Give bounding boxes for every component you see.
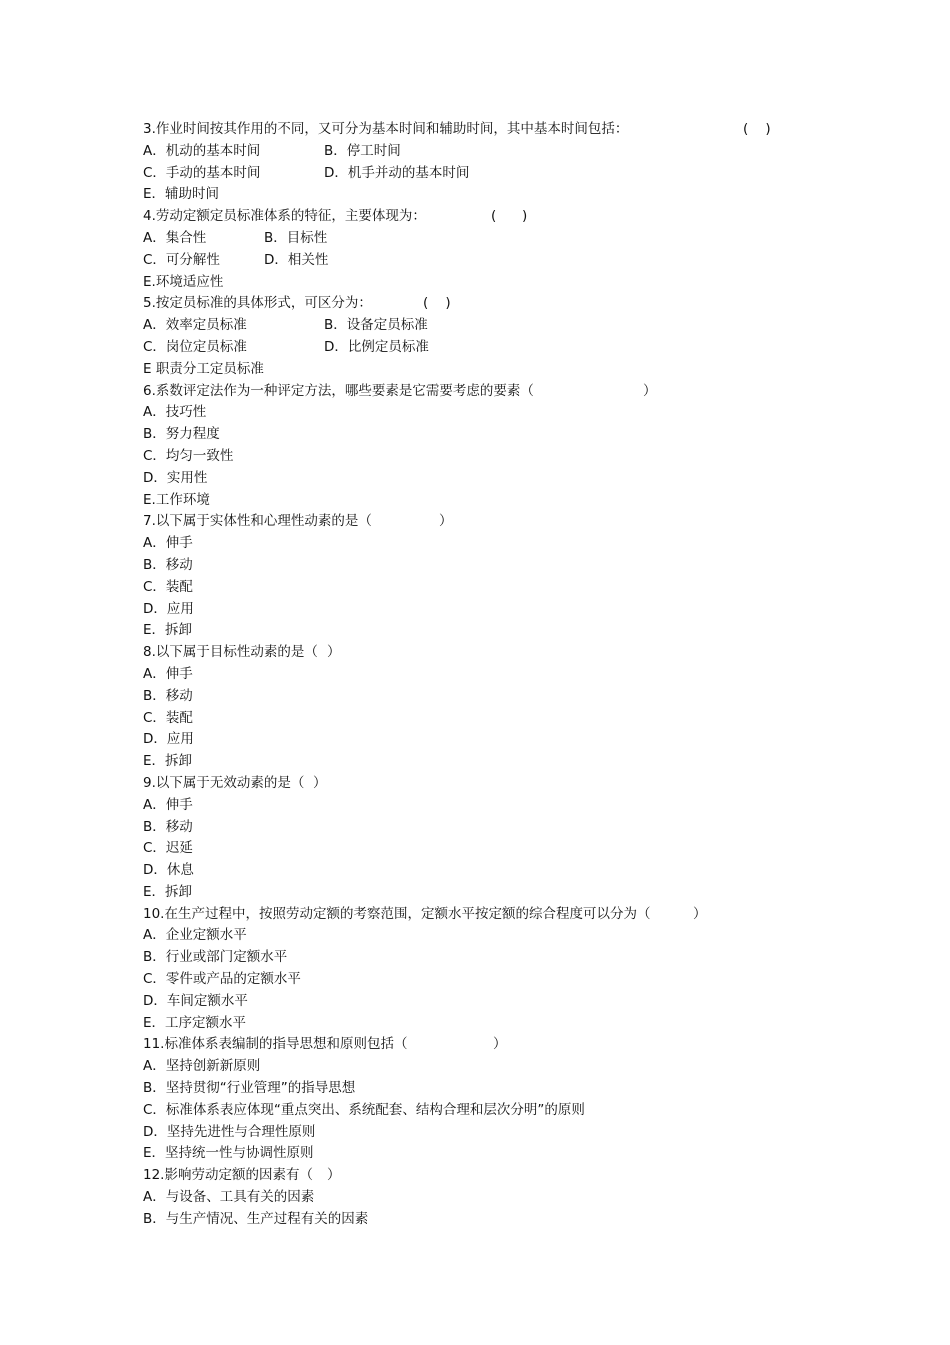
question-text: 8.以下属于目标性动素的是（ xyxy=(143,644,318,661)
option-row xyxy=(143,1056,843,1078)
option-row xyxy=(143,402,843,424)
option-row xyxy=(143,315,843,337)
option-row xyxy=(143,795,843,817)
option-label[interactable]: E．拆卸 xyxy=(143,883,193,900)
option-row xyxy=(143,925,843,947)
option-row xyxy=(143,729,843,751)
option-row xyxy=(143,446,843,468)
option-row xyxy=(143,359,843,381)
question-stem xyxy=(143,511,843,533)
option-row xyxy=(143,991,843,1013)
option-label[interactable]: A．伸手 xyxy=(143,535,193,552)
option-row xyxy=(143,337,843,359)
option-label[interactable]: B．移动 xyxy=(143,687,193,704)
option-row xyxy=(143,1143,843,1165)
option-row xyxy=(143,555,843,577)
option-label[interactable]: B．停工时间 xyxy=(324,142,401,159)
option-label[interactable]: C．手动的基本时间 xyxy=(143,164,261,181)
option-row xyxy=(143,969,843,991)
question-text: 5.按定员标准的具体形式，可区分为： xyxy=(143,295,372,312)
question-text: 12.影响劳动定额的因素有（ xyxy=(143,1167,313,1184)
answer-blank[interactable]: ） xyxy=(693,905,707,922)
question-stem xyxy=(143,904,843,926)
option-row xyxy=(143,751,843,773)
answer-blank[interactable]: ( ) xyxy=(743,121,771,137)
answer-blank[interactable]: ） xyxy=(493,1036,507,1053)
option-row xyxy=(143,708,843,730)
option-label[interactable]: E 职责分工定员标准 xyxy=(143,360,264,377)
question-text: 9.以下属于无效动素的是（ xyxy=(143,774,305,791)
answer-blank[interactable]: ( ) xyxy=(423,295,451,312)
answer-blank[interactable]: ） xyxy=(439,513,453,530)
option-label[interactable]: D．车间定额水平 xyxy=(143,992,248,1009)
question-stem xyxy=(143,293,843,315)
question-stem xyxy=(143,381,843,403)
question-text: 11.标准体系表编制的指导思想和原则包括（ xyxy=(143,1036,408,1053)
option-label[interactable]: C．装配 xyxy=(143,709,193,726)
option-label[interactable]: A．伸手 xyxy=(143,665,193,682)
option-row xyxy=(143,533,843,555)
option-row xyxy=(143,664,843,686)
option-label[interactable]: D．休息 xyxy=(143,862,194,879)
option-row xyxy=(143,1209,843,1231)
option-row xyxy=(143,1100,843,1122)
option-label[interactable]: C．零件或产品的定额水平 xyxy=(143,971,301,988)
option-row xyxy=(143,228,843,250)
question-stem xyxy=(143,206,843,228)
question-text: 3.作业时间按其作用的不同，又可分为基本时间和辅助时间，其中基本时间包括： xyxy=(143,121,629,137)
question-stem xyxy=(143,1034,843,1056)
option-label[interactable]: A．技巧性 xyxy=(143,404,207,421)
option-label[interactable]: A．伸手 xyxy=(143,796,193,813)
option-label[interactable]: E．拆卸 xyxy=(143,753,193,770)
question-stem xyxy=(143,119,843,141)
option-label[interactable]: B．坚持贯彻“行业管理”的指导思想 xyxy=(143,1080,356,1097)
option-row xyxy=(143,1078,843,1100)
option-label[interactable]: E．拆卸 xyxy=(143,622,193,639)
option-label[interactable]: A．坚持创新新原则 xyxy=(143,1058,261,1075)
option-row xyxy=(143,250,843,272)
option-label[interactable]: B．行业或部门定额水平 xyxy=(143,949,288,966)
option-row xyxy=(143,490,843,512)
option-label[interactable]: E．工序定额水平 xyxy=(143,1014,247,1031)
question-stem xyxy=(143,1165,843,1187)
option-label[interactable]: A．机动的基本时间 xyxy=(143,142,261,159)
answer-blank[interactable]: ） xyxy=(643,382,657,399)
option-row xyxy=(143,838,843,860)
question-stem xyxy=(143,642,843,664)
question-stem xyxy=(143,773,843,795)
question-text: 4.劳动定额定员标准体系的特征，主要体现为： xyxy=(143,208,426,225)
option-row xyxy=(143,141,843,163)
option-label[interactable]: C．岗位定员标准 xyxy=(143,338,247,355)
option-label[interactable]: A．集合性 xyxy=(143,229,207,246)
option-label[interactable]: E.工作环境 xyxy=(143,491,210,508)
option-row xyxy=(143,184,843,206)
option-label[interactable]: B．移动 xyxy=(143,556,193,573)
question-text: 7.以下属于实体性和心理性动素的是（ xyxy=(143,513,372,530)
option-label[interactable]: A．与设备、工具有关的因素 xyxy=(143,1189,315,1206)
option-row xyxy=(143,1187,843,1209)
option-label[interactable]: A．企业定额水平 xyxy=(143,927,247,944)
option-label[interactable]: C．可分解性 xyxy=(143,251,220,268)
option-label[interactable]: D．应用 xyxy=(143,600,194,617)
option-label[interactable]: C．迟延 xyxy=(143,840,193,857)
option-row xyxy=(143,1013,843,1035)
option-label[interactable]: E.环境适应性 xyxy=(143,273,224,290)
option-row xyxy=(143,599,843,621)
question-text: 10.在生产过程中，按照劳动定额的考察范围，定额水平按定额的综合程度可以分为（ xyxy=(143,905,651,922)
answer-blank[interactable]: ( ) xyxy=(491,208,528,225)
question-list xyxy=(143,119,843,1231)
answer-blank[interactable]: ） xyxy=(327,644,341,661)
option-label[interactable]: C．装配 xyxy=(143,578,193,595)
option-label[interactable]: D．应用 xyxy=(143,731,194,748)
option-label[interactable]: B．与生产情况、生产过程有关的因素 xyxy=(143,1210,369,1227)
option-label[interactable]: D．比例定员标准 xyxy=(324,338,429,355)
option-row xyxy=(143,947,843,969)
option-label[interactable]: B．目标性 xyxy=(264,229,328,246)
option-row xyxy=(143,577,843,599)
option-label[interactable]: B．设备定员标准 xyxy=(324,317,428,334)
option-label[interactable]: D．实用性 xyxy=(143,469,208,486)
option-label[interactable]: D．相关性 xyxy=(264,251,329,268)
option-label[interactable]: B．努力程度 xyxy=(143,426,220,443)
answer-blank[interactable]: ） xyxy=(313,774,327,791)
option-label[interactable]: C．均匀一致性 xyxy=(143,447,234,464)
option-label[interactable]: B．移动 xyxy=(143,818,193,835)
question-text: 6.系数评定法作为一种评定方法，哪些要素是它需要考虑的要素（ xyxy=(143,382,534,399)
option-label[interactable]: E．辅助时间 xyxy=(143,186,220,203)
option-label[interactable]: D．坚持先进性与合理性原则 xyxy=(143,1123,316,1140)
option-label[interactable]: A．效率定员标准 xyxy=(143,317,247,334)
option-row xyxy=(143,468,843,490)
option-row xyxy=(143,272,843,294)
option-row xyxy=(143,686,843,708)
option-row xyxy=(143,1122,843,1144)
answer-blank[interactable]: ） xyxy=(327,1167,341,1184)
option-row xyxy=(143,163,843,185)
option-label[interactable]: D．机手并动的基本时间 xyxy=(324,164,470,181)
option-label[interactable]: C．标准体系表应体现“重点突出、系统配套、结构合理和层次分明”的原则 xyxy=(143,1101,585,1118)
option-row xyxy=(143,817,843,839)
option-row xyxy=(143,620,843,642)
option-label[interactable]: E．坚持统一性与协调性原则 xyxy=(143,1145,314,1162)
option-row xyxy=(143,424,843,446)
option-row xyxy=(143,860,843,882)
option-row xyxy=(143,882,843,904)
